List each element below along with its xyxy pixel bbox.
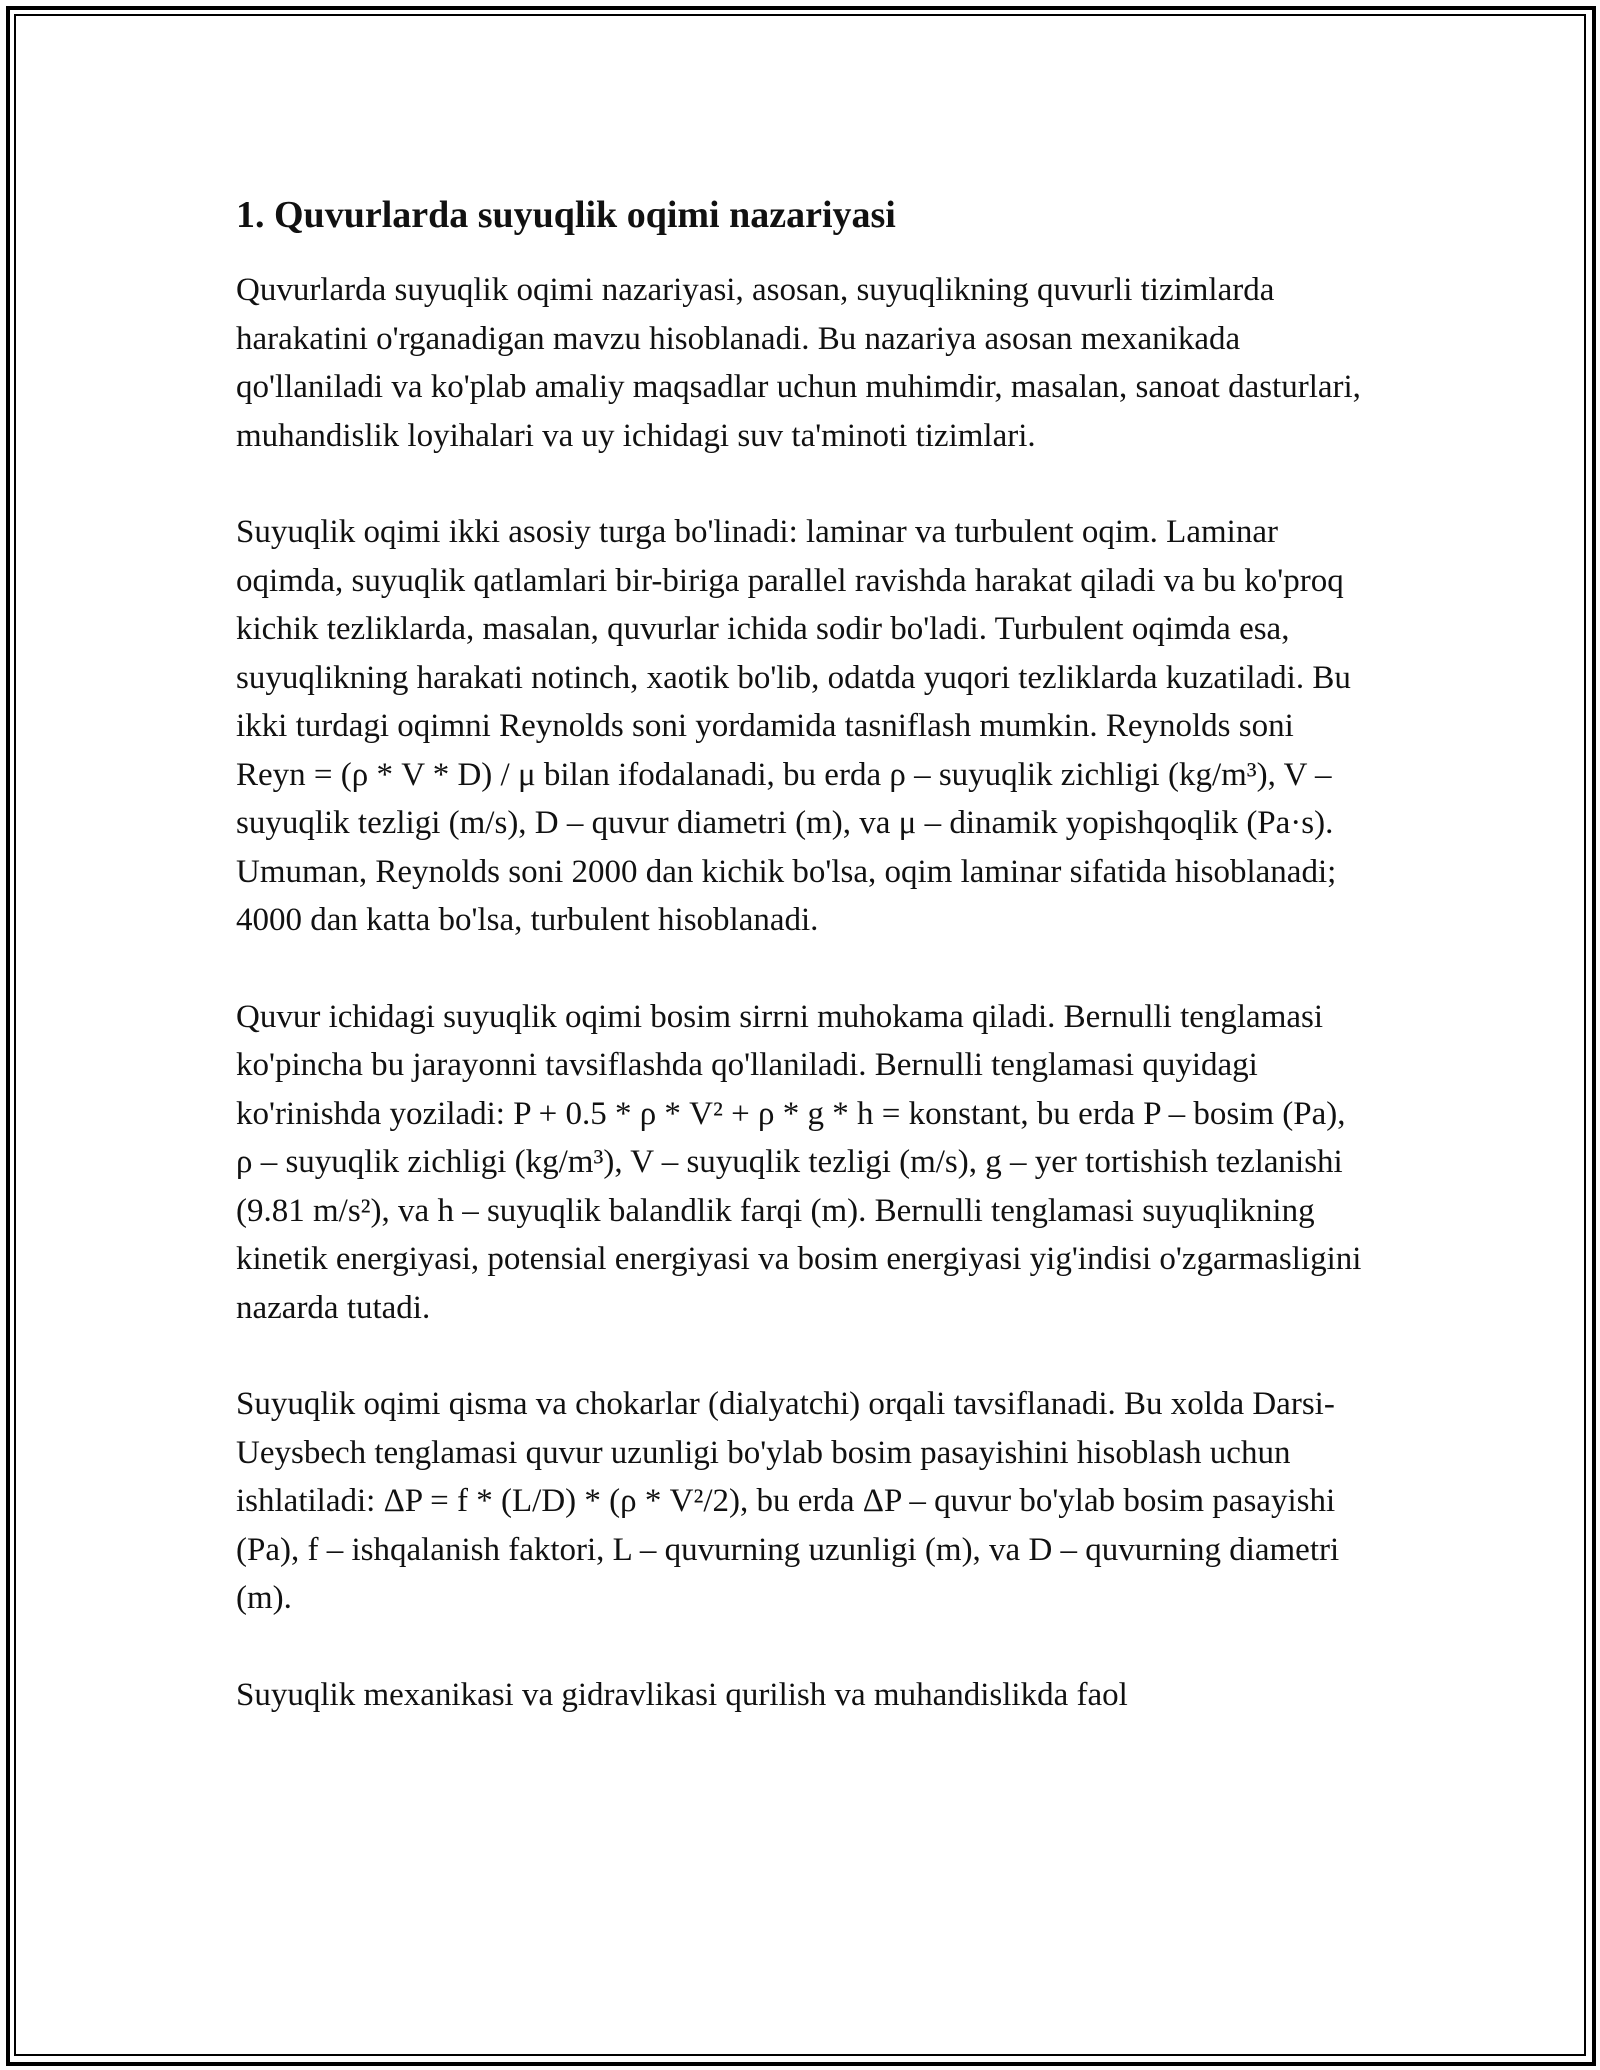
- paragraph-flow-types: Suyuqlik oqimi ikki asosiy turga bo'linadi: laminar va turbulent oqim. Laminar oqimda, suyuqlik qatlamlari bir-biriga parallel ravishda harakat qiladi va bu ko'proq kichik tezliklarda, masalan, quvurlar ichida sodir bo'ladi. Turbulent oqimda esa, suyuqlikning harakati notinch, xaotik bo'lib, odatda yuqori tezliklarda kuzatiladi. Bu ikki turdagi oqimni Reynolds soni yordamida tasniflash mumkin. Reynolds soni Reyn = (ρ * V * D) / μ bilan ifodalanadi, bu erda ρ – suyuqlik zichligi (kg/m³), V – suyuqlik tezligi (m/s), D – quvur diametri (m), va μ – dinamik yopishqoqlik (Pa·s). Umuman, Reynolds soni 2000 dan kichik bo'lsa, oqim laminar sifatida hisoblanadi; 4000 dan katta bo'lsa, turbulent hisoblanadi.: [236, 514, 1351, 938]
- paragraph-darcy-weisbach: Suyuqlik oqimi qisma va chokarlar (dialyatchi) orqali tavsiflanadi. Bu xolda Darsi-Ueysbech tenglamasi quvur uzunligi bo'ylab bosim pasayishini hisoblash uchun ishlatiladi: ΔP = f * (L/D) * (ρ * V²/2), bu erda ΔP – quvur bo'ylab bosim pasayishi (Pa), f – ishqalanish faktori, L – quvurning uzunligi (m), va D – quvurning diametri (m).: [236, 1386, 1340, 1616]
- document-body: [236, 186, 1366, 1767]
- paragraph-closing: Suyuqlik mexanikasi va gidravlikasi qurilish va muhandislikda faol: [236, 1676, 1128, 1713]
- paragraph-intro: Quvurlarda suyuqlik oqimi nazariyasi, asosan, suyuqlikning quvurli tizimlarda harakatini o'rganadigan mavzu hisoblanadi. Bu nazariya asosan mexanikada qo'llaniladi va ko'plab amaliy maqsadlar uchun muhimdir, masalan, sanoat dasturlari, muhandislik loyihalari va uy ichidagi suv ta'minoti tizimlari.: [236, 272, 1361, 454]
- section-heading: 1. Quvurlarda suyuqlik oqimi nazariyasi: [236, 194, 896, 236]
- paragraph-bernoulli: Quvur ichidagi suyuqlik oqimi bosim sirrni muhokama qiladi. Bernulli tenglamasi ko'pincha bu jarayonni tavsiflashda qo'llaniladi. Bernulli tenglamasi quyidagi ko'rinishda yoziladi: P + 0.5 * ρ * V² + ρ * g * h = konstant, bu erda P – bosim (Pa), ρ – suyuqlik zichligi (kg/m³), V – suyuqlik tezligi (m/s), g – yer tortishish tezlanishi (9.81 m/s²), va h – suyuqlik balandlik farqi (m). Bernulli tenglamasi suyuqlikning kinetik energiyasi, potensial energiyasi va bosim energiyasi yig'indisi o'zgarmasligini nazarda tutadi.: [236, 998, 1362, 1326]
